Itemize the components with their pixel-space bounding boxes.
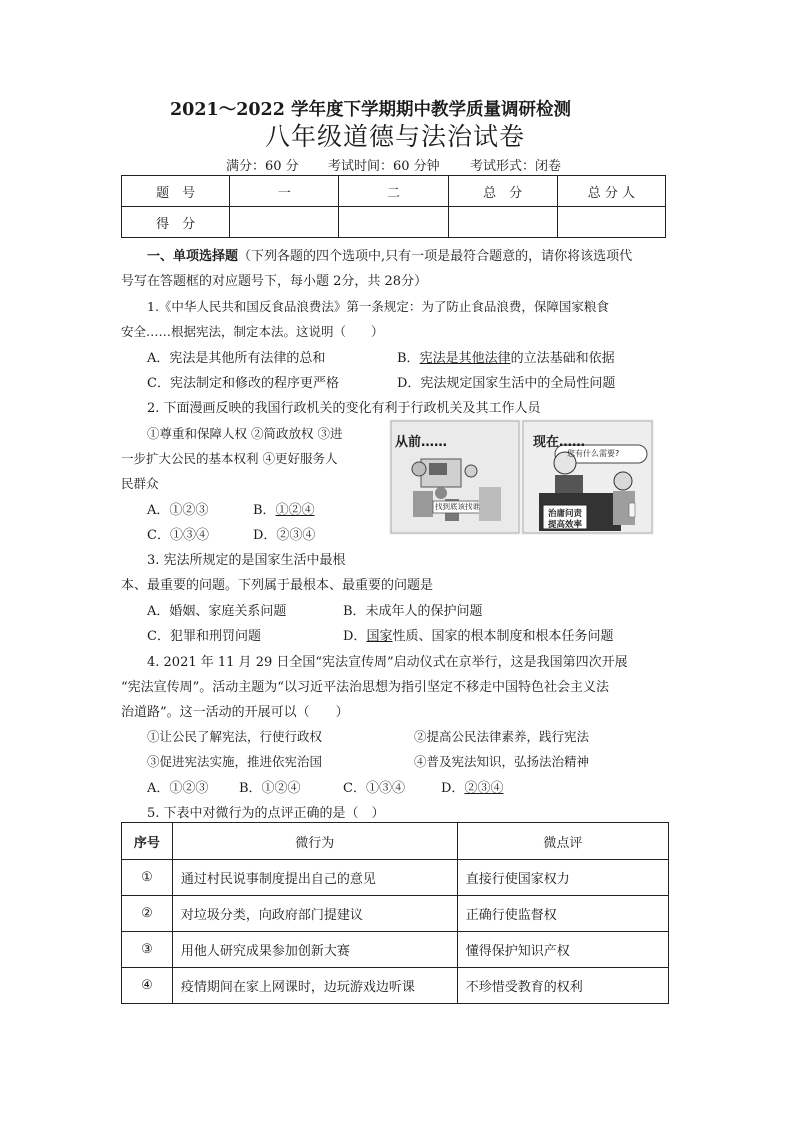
q2-options-line1: ①尊重和保障人权 ②简政放权 ③进 <box>147 426 343 441</box>
exam-form-info: 考试形式：闭卷 <box>470 159 562 174</box>
q1-option-b-suffix: 的立法基础和依据 <box>510 351 615 366</box>
q4-option-d-prefix: D． <box>441 781 465 796</box>
comic-banner-line1: 治庸问责 <box>548 509 583 519</box>
q5-row-behavior: 用他人研究成果参加创新大赛 <box>172 932 457 968</box>
q3-option-b: B．未成年人的保护问题 <box>343 604 483 619</box>
q5-row-behavior: 疫情期间在家上网课时，边玩游戏边听课 <box>172 968 457 1004</box>
table-row <box>122 860 669 896</box>
q3-option-d <box>343 625 613 644</box>
comic-banner-line2: 提高效率 <box>548 520 583 530</box>
score-table-header-part1: 一 <box>230 176 339 207</box>
q1-option-b-underlined: 宪法是其他法律 <box>419 351 511 366</box>
score-cell-grader[interactable] <box>557 207 665 238</box>
q2-comic <box>389 419 654 535</box>
q4-option-a: A．①②③ <box>147 781 209 796</box>
q1-option-d: D．宪法规定国家生活中的全局性问题 <box>397 376 616 391</box>
q5-row-comment: 不珍惜受教育的权利 <box>457 968 668 1004</box>
comic-speech-bubble: 您有什么需要? <box>567 449 620 458</box>
score-table-header-grader: 总 分 人 <box>557 176 665 207</box>
q5-header-comment: 微点评 <box>457 823 668 860</box>
q3-stem: 3. 宪法所规定的是国家生活中最根 <box>147 553 346 568</box>
q2-option-b-prefix: B． <box>253 503 276 518</box>
score-table-header-total: 总 分 <box>448 176 557 207</box>
q2-option-a: A．①②③ <box>147 503 209 518</box>
q3-option-d-underlined: 国家 <box>366 629 393 644</box>
q1-option-b <box>397 347 615 366</box>
q5-row-comment: 懂得保护知识产权 <box>457 932 668 968</box>
table-row <box>122 968 669 1004</box>
q2-options-line3: 民群众 <box>121 476 159 491</box>
score-cell-total[interactable] <box>448 207 557 238</box>
q1-stem-cont: 安全……根据宪法，制定本法。这说明（ ） <box>121 324 384 339</box>
q4-statement-2: ②提高公民法律素养，践行宪法 <box>414 729 590 744</box>
q4-statement-1: ①让公民了解宪法，行使行政权 <box>147 729 323 744</box>
q1-stem: 1.《中华人民共和国反食品浪费法》第一条规定：为了防止食品浪费，保障国家粮食 <box>147 299 609 314</box>
section1-intro <box>147 245 632 264</box>
table-row <box>122 932 669 968</box>
q4-statement-4: ④普及宪法知识，弘扬法治精神 <box>414 754 590 769</box>
q5-row-behavior: 对垃圾分类，向政府部门提建议 <box>172 896 457 932</box>
q4-statement-3: ③促进宪法实施，推进依宪治国 <box>147 754 323 769</box>
section1-instructions-cont: 号写在答题框的对应题号下，每小题 2分，共 28分） <box>121 274 428 289</box>
score-cell-part2[interactable] <box>339 207 448 238</box>
q4-option-b: B．①②④ <box>239 781 301 796</box>
q5-row-comment: 正确行使监督权 <box>457 896 668 932</box>
table-row <box>122 896 669 932</box>
q2-options-line2: 一步扩大公民的基本权利 ④更好服务人 <box>121 451 338 466</box>
score-table-header-part2: 二 <box>339 176 448 207</box>
score-cell-part1[interactable] <box>230 207 339 238</box>
exam-header-line: 2021～2022 学年度下学期期中教学质量调研检测 <box>170 100 572 120</box>
q5-row-comment: 直接行使国家权力 <box>457 860 668 896</box>
comic-now-label: 现在…… <box>533 435 586 450</box>
q3-option-d-prefix: D． <box>343 629 367 644</box>
q5-row-number: ① <box>122 860 173 896</box>
score-table <box>121 175 666 238</box>
q2-stem: 2. 下面漫画反映的我国行政机关的变化有利于行政机关及其工作人员 <box>147 401 541 416</box>
q5-stem: 5. 下表中对微行为的点评正确的是（ ） <box>147 806 385 821</box>
q3-option-d-suffix: 性质、国家的根本制度和根本任务问题 <box>392 629 614 644</box>
q5-row-number: ④ <box>122 968 173 1004</box>
q3-option-a: A．婚姻、家庭关系问题 <box>147 604 287 619</box>
q1-option-c: C．宪法制定和修改的程序更严格 <box>147 376 339 391</box>
q2-option-b <box>253 499 315 518</box>
q4-option-c: C．①③④ <box>343 781 405 796</box>
section1-instructions: （下列各题的四个选项中,只有一项是最符合题意的，请你将该选项代 <box>238 249 633 264</box>
comic-before-label: 从前…… <box>395 435 448 450</box>
q3-stem-cont: 本、最重要的问题。下列属于最根本、最重要的问题是 <box>121 578 434 593</box>
q4-stem-cont2: 治道路”。这一活动的开展可以（ ） <box>121 705 349 720</box>
comic-sign-left: 找到底该找谁 <box>435 502 480 511</box>
full-score-info: 满分：60 分 <box>226 159 299 174</box>
q5-table <box>121 822 669 1004</box>
exam-title: 八年级道德与法治试卷 <box>265 122 526 151</box>
q1-option-a: A．宪法是其他所有法律的总和 <box>147 351 326 366</box>
q1-option-b-prefix: B． <box>397 351 420 366</box>
q4-option-d <box>441 777 503 796</box>
q2-option-d: D．②③④ <box>253 528 316 543</box>
score-table-score-label: 得 分 <box>122 207 230 238</box>
q3-option-c: C．犯罪和刑罚问题 <box>147 629 261 644</box>
section1-title: 一、单项选择题 <box>147 249 239 264</box>
q2-option-b-underlined: ①②④ <box>275 503 315 518</box>
q4-stem: 4. 2021 年 11 月 29 日全国“宪法宣传周”启动仪式在京举行，这是我国第四次开展 <box>147 655 628 670</box>
score-table-header-item: 题 号 <box>122 176 230 207</box>
q4-stem-cont1: “宪法宣传周”。活动主题为“以习近平法治思想为指引坚定不移走中国特色社会主义法 <box>121 680 609 695</box>
q2-option-c: C．①③④ <box>147 528 209 543</box>
q5-row-behavior: 通过村民说事制度提出自己的意见 <box>172 860 457 896</box>
q5-row-number: ② <box>122 896 173 932</box>
q5-row-number: ③ <box>122 932 173 968</box>
exam-time-info: 考试时间：60 分钟 <box>328 159 440 174</box>
q5-header-behavior: 微行为 <box>172 823 457 860</box>
q4-option-d-underlined: ②③④ <box>464 781 504 796</box>
q5-header-number: 序号 <box>122 823 173 860</box>
